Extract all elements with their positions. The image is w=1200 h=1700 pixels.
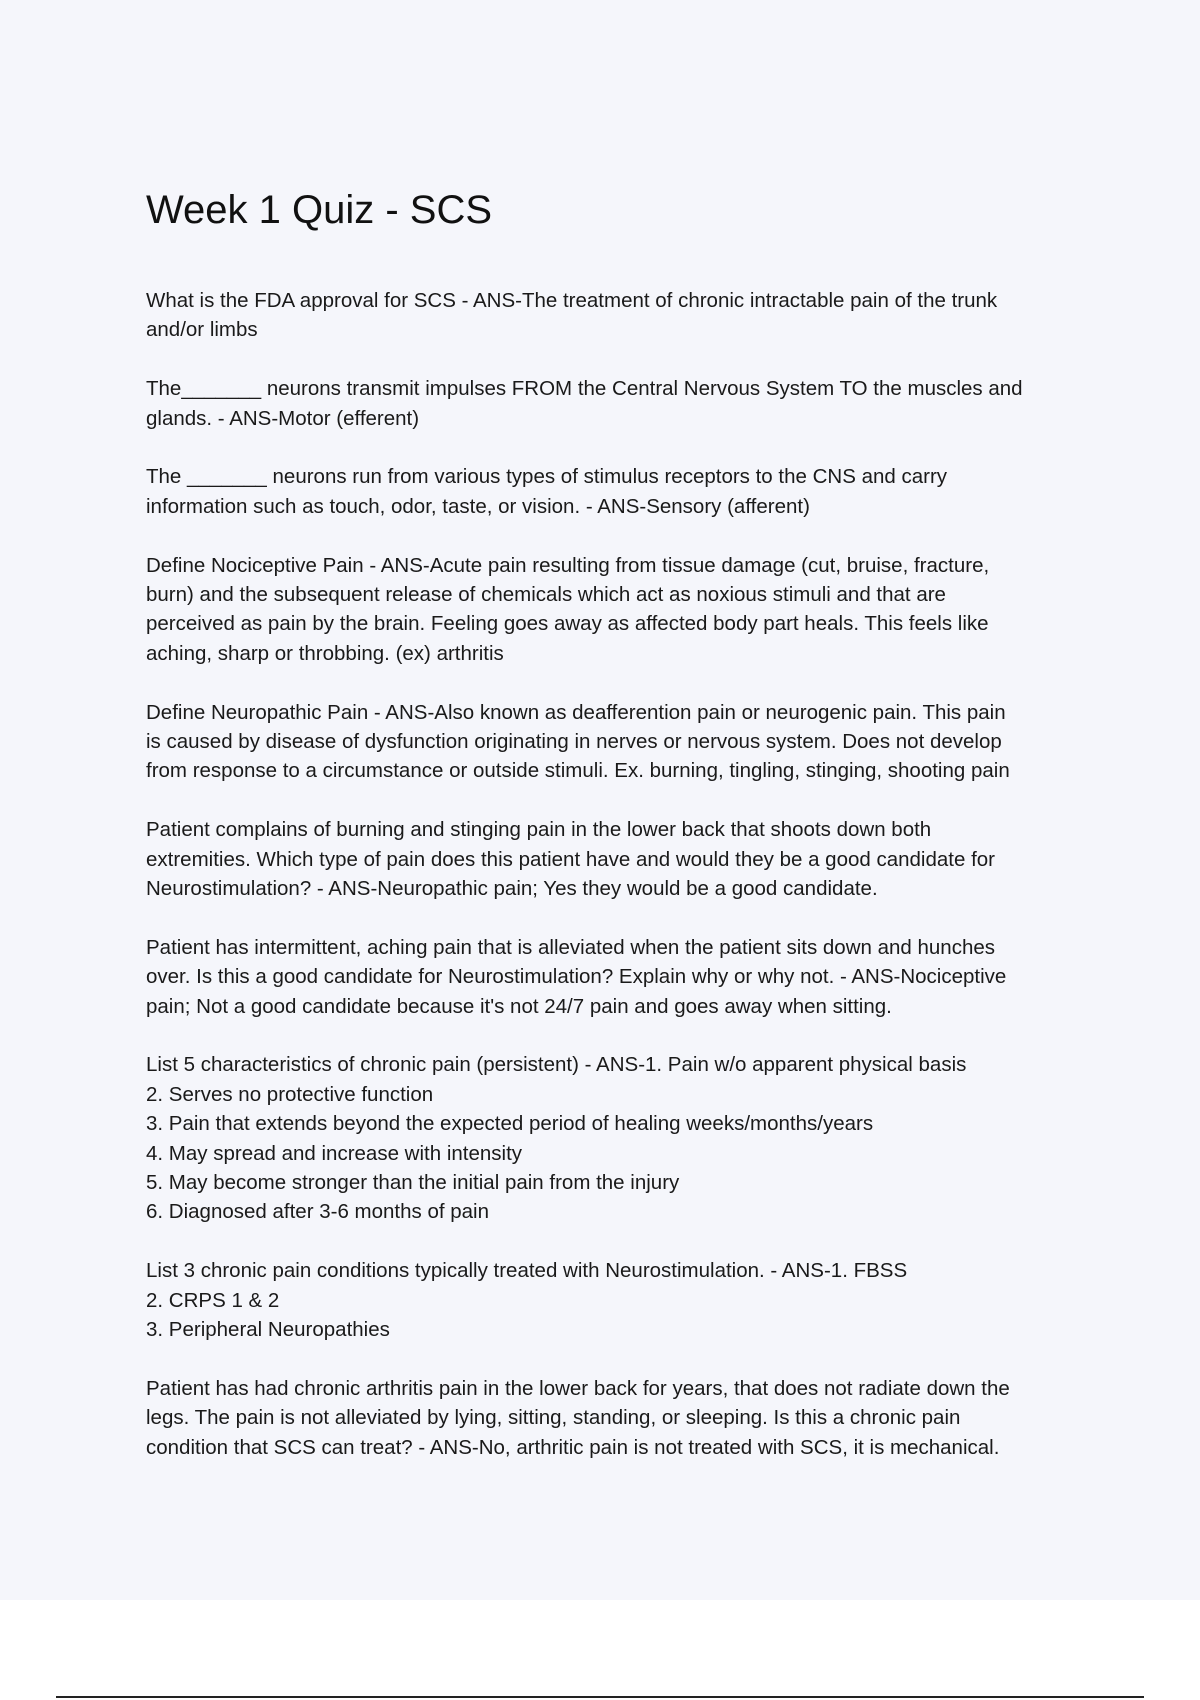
- qa-line: 2. Serves no protective function: [146, 1082, 434, 1106]
- page-divider: [56, 1696, 1144, 1698]
- qa-line: List 3 chronic pain conditions typically treated with Neurostimulation. - ANS-1. FBSS: [146, 1259, 908, 1283]
- qa-line: The _______ neurons run from various types of stimulus receptors to the CNS and carry: [146, 465, 948, 489]
- qa-line: from response to a circumstance or outside stimuli. Ex. burning, tingling, stinging, shooting pain: [146, 759, 1010, 783]
- qa-line: legs. The pain is not alleviated by lying, sitting, standing, or sleeping. Is this a chronic pain: [146, 1406, 961, 1430]
- qa-line: The_______ neurons transmit impulses FROM the Central Nervous System TO the muscles and: [146, 377, 1023, 401]
- qa-line: Patient has had chronic arthritis pain in the lower back for years, that does not radiate down the: [146, 1376, 1010, 1400]
- qa-line: 6. Diagnosed after 3-6 months of pain: [146, 1200, 490, 1224]
- qa-line: Patient complains of burning and stinging pain in the lower back that shoots down both: [146, 818, 932, 842]
- document-content: [146, 182, 1086, 1492]
- qa-item: [146, 698, 1086, 786]
- qa-item: [146, 933, 1086, 1021]
- qa-line: and/or limbs: [146, 318, 258, 342]
- qa-item: [146, 1256, 1086, 1344]
- qa-line: Neurostimulation? - ANS-Neuropathic pain; Yes they would be a good candidate.: [146, 877, 878, 901]
- qa-line: List 5 characteristics of chronic pain (persistent) - ANS-1. Pain w/o apparent physical basis: [146, 1053, 967, 1077]
- qa-line: 4. May spread and increase with intensity: [146, 1141, 523, 1165]
- qa-line: 5. May become stronger than the initial pain from the injury: [146, 1171, 680, 1195]
- qa-line: 3. Peripheral Neuropathies: [146, 1318, 390, 1342]
- qa-item: [146, 551, 1086, 669]
- qa-item: [146, 462, 1086, 521]
- qa-line: 2. CRPS 1 & 2: [146, 1288, 280, 1312]
- qa-line: is caused by disease of dysfunction originating in nerves or nervous system. Does not develop: [146, 730, 1002, 754]
- qa-line: Define Nociceptive Pain - ANS-Acute pain resulting from tissue damage (cut, bruise, fracture,: [146, 553, 990, 577]
- qa-line: burn) and the subsequent release of chemicals which act as noxious stimuli and that are: [146, 583, 946, 607]
- qa-line: extremities. Which type of pain does this patient have and would they be a good candidate for: [146, 847, 995, 871]
- qa-line: over. Is this a good candidate for Neurostimulation? Explain why or why not. - ANS-Nociceptive: [146, 965, 1007, 989]
- qa-line: 3. Pain that extends beyond the expected period of healing weeks/months/years: [146, 1112, 874, 1136]
- qa-line: What is the FDA approval for SCS - ANS-The treatment of chronic intractable pain of the trunk: [146, 289, 998, 312]
- qa-line: aching, sharp or throbbing. (ex) arthritis: [146, 641, 504, 665]
- qa-line: glands. - ANS-Motor (efferent): [146, 406, 420, 430]
- qa-line: pain; Not a good candidate because it's not 24/7 pain and goes away when sitting.: [146, 994, 892, 1018]
- qa-line: Patient has intermittent, aching pain that is alleviated when the patient sits down and hunches: [146, 935, 996, 959]
- qa-item: [146, 815, 1086, 903]
- qa-line: condition that SCS can treat? - ANS-No, arthritic pain is not treated with SCS, it is mechanical.: [146, 1435, 1000, 1459]
- qa-item: [146, 1374, 1086, 1462]
- qa-line: information such as touch, odor, taste, or vision. - ANS-Sensory (afferent): [146, 494, 810, 518]
- page-title: Week 1 Quiz - SCS: [146, 188, 493, 232]
- qa-item: [146, 286, 1086, 345]
- qa-line: Define Neuropathic Pain - ANS-Also known as deafferention pain or neurogenic pain. This pain: [146, 700, 1006, 724]
- qa-item: [146, 1050, 1086, 1226]
- qa-line: perceived as pain by the brain. Feeling goes away as affected body part heals. This feels like: [146, 612, 989, 636]
- qa-item: [146, 374, 1086, 433]
